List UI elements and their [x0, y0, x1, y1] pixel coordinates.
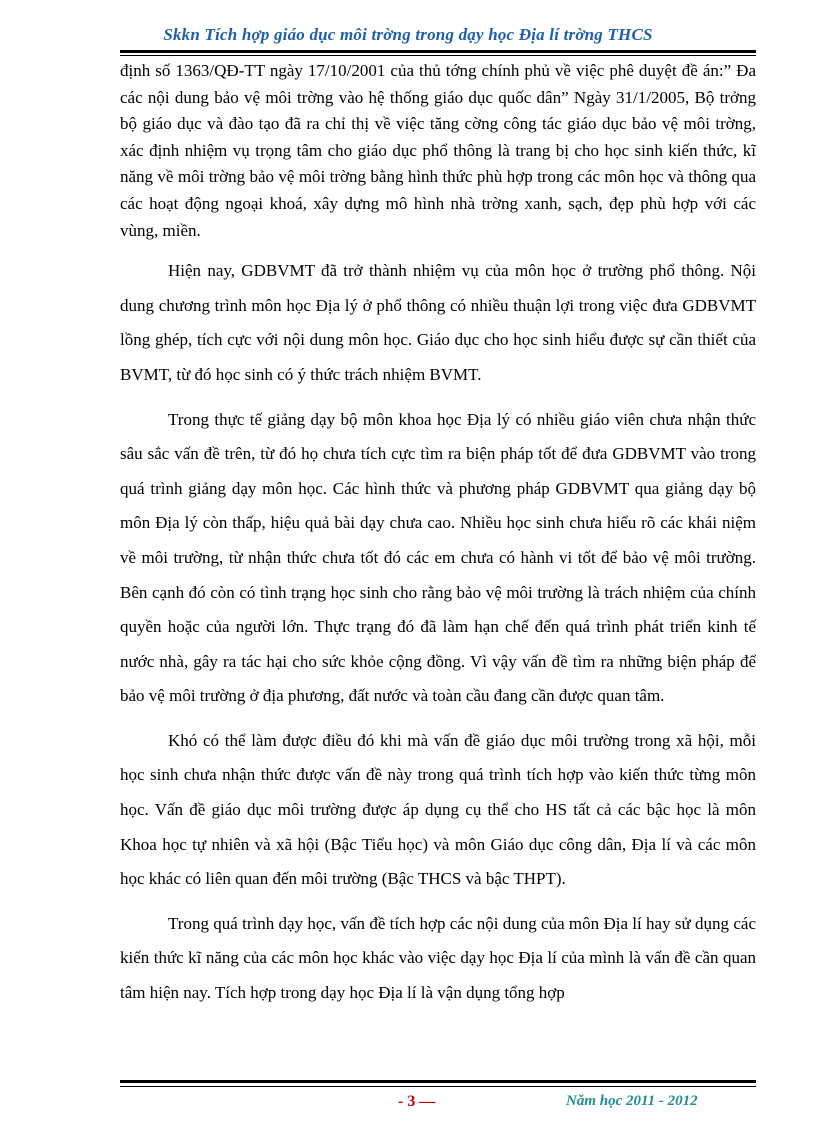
paragraph-2: Hiện nay, GDBVMT đã trở thành nhiệm vụ của môn học ở trường phổ thông. Nội dung chương trình môn học Địa lý ở phổ thông có nhiều thuận lợi trong việc đưa GDBVMT lồng ghép, tích cực với nội dung môn học. Giáo dục cho học sinh hiểu được sự cần thiết của BVMT, từ đó học sinh có ý thức trách nhiệm BVMT.	[120, 261, 756, 384]
header-title: Skkn Tích hợp giáo dục môi trờng trong dạy học Địa lí trờng THCS	[163, 25, 653, 44]
footer-rule-thick	[120, 1080, 756, 1083]
page-number: - 3 —	[398, 1093, 436, 1110]
paragraph-4: Khó có thể làm được điều đó khi mà vấn đề giáo dục môi trường trong xã hội, mỗi học sinh chưa nhận thức được vấn đề này trong quá trình tích hợp vào kiến thức từng môn học. Vấn đề giáo dục môi trường được áp dụng cụ thể cho HS tất cả các bậc học là môn Khoa học tự nhiên và xã hội (Bậc Tiểu học) và môn Giáo dục công dân, Địa lí và các môn học khác có liên quan đến môi trường (Bậc THCS và bậc THPT).	[120, 730, 756, 889]
header-rule-thin	[120, 55, 756, 56]
footer-rule-thin	[120, 1086, 756, 1087]
document-body	[120, 58, 756, 1011]
paragraph-1: định số 1363/QĐ-TT ngày 17/10/2001 của thủ tớng chính phủ về việc phê duyệt đề án:” Đa các nội dung bảo vệ môi trờng vào hệ thống giáo dục quốc dân” Ngày 31/1/2005, Bộ trởng bộ giáo dục và đào tạo đã ra chỉ thị về việc tăng cờng công tác giáo dục bảo vệ môi trờng, xác định nhiệm vụ trọng tâm cho giáo dục phổ thông là trang bị cho học sinh kiến thức, kĩ năng về môi trờng bảo vệ môi trờng bằng hình thức phù hợp trong các môn học và thông qua các hoạt động ngoại khoá, xây dựng mô hình nhà trờng xanh, sạch, đẹp phù hợp với các vùng, miền.	[120, 61, 756, 240]
paragraph-3: Trong thực tế giảng dạy bộ môn khoa học Địa lý có nhiều giáo viên chưa nhận thức sâu sắc vấn đề trên, từ đó họ chưa tích cực tìm ra biện pháp tốt để đưa GDBVMT vào trong quá trình giảng dạy môn học. Các hình thức và phương pháp GDBVMT qua giảng dạy bộ môn Địa lý còn thấp, hiệu quả bài dạy chưa cao. Nhiều học sinh chưa hiểu rõ các khái niệm về môi trường, từ nhận thức chưa tốt đó các em chưa có hành vi tốt để bảo vệ môi trường. Bên cạnh đó còn có tình trạng học sinh cho rằng bảo vệ môi trường là trách nhiệm của chính quyền hoặc của người lớn. Thực trạng đó đã làm hạn chế đến quá trình phát triển kinh tế nước nhà, gây ra tác hại cho sức khỏe cộng đồng. Vì vậy vấn đề tìm ra những biện pháp để bảo vệ môi trường ở địa phương, đất nước và toàn cầu đang cần được quan tâm.	[120, 409, 756, 706]
header-rule-thick	[120, 50, 756, 53]
footer-school-year: Năm học 2011 - 2012	[566, 1093, 698, 1109]
paragraph-5: Trong quá trình dạy học, vấn đề tích hợp các nội dung của môn Địa lí hay sử dụng các kiến thức kĩ năng của các môn học khác vào việc dạy học Địa lí của mình là vấn đề cần quan tâm hiện nay. Tích hợp trong dạy học Địa lí là vận dụng tổng hợp	[120, 913, 756, 1003]
